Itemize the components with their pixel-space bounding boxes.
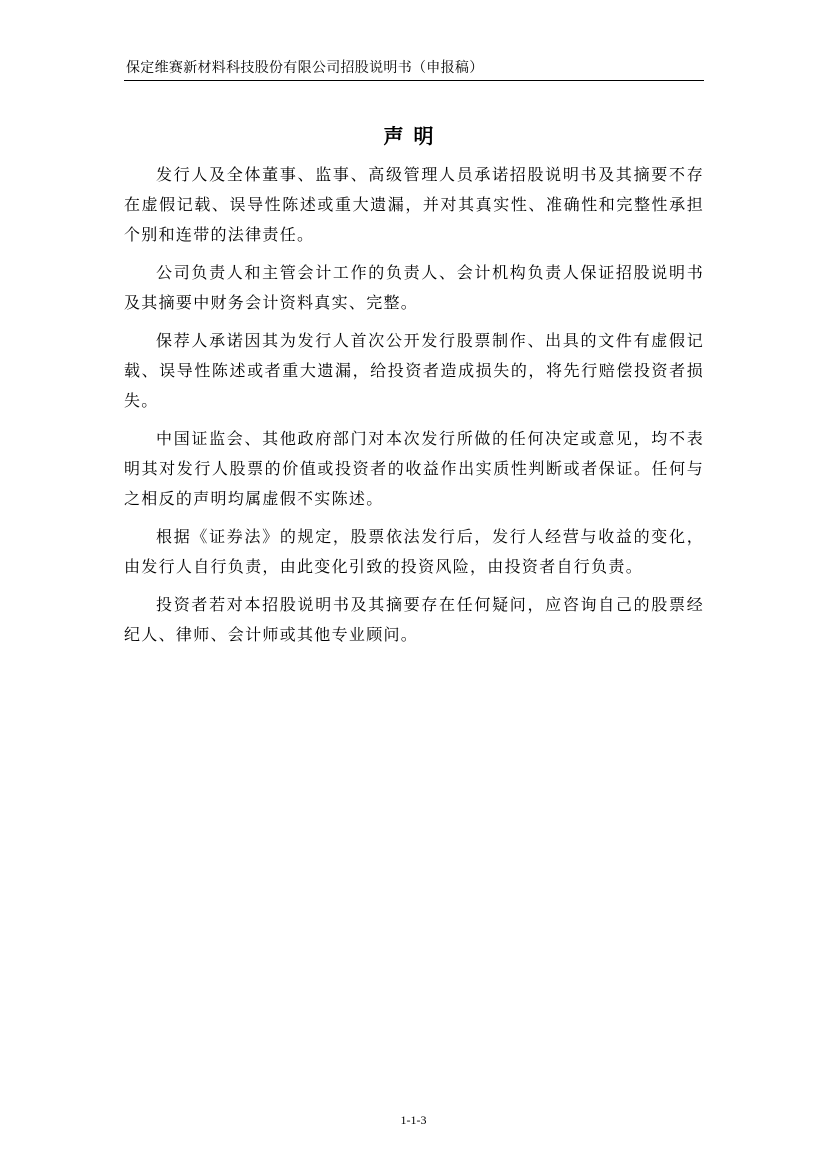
- page-header: [124, 58, 704, 81]
- paragraph: 发行人及全体董事、监事、高级管理人员承诺招股说明书及其摘要不存在虚假记载、误导性陈述或重大遗漏，并对其真实性、准确性和完整性承担个别和连带的法律责任。: [124, 165, 704, 244]
- paragraph: 中国证监会、其他政府部门对本次发行所做的任何决定或意见，均不表明其对发行人股票的价值或投资者的收益作出实质性判断或者保证。任何与之相反的声明均属虚假不实陈述。: [124, 429, 704, 508]
- paragraph: 保荐人承诺因其为发行人首次公开发行股票制作、出具的文件有虚假记载、误导性陈述或者重大遗漏，给投资者造成损失的，将先行赔偿投资者损失。: [124, 331, 704, 410]
- paragraph: 根据《证券法》的规定，股票依法发行后，发行人经营与收益的变化，由发行人自行负责，由此变化引致的投资风险，由投资者自行负责。: [124, 527, 704, 576]
- statement-body: [124, 160, 704, 658]
- page-title: 声明: [383, 124, 444, 148]
- paragraph: 投资者若对本招股说明书及其摘要存在任何疑问，应咨询自己的股票经纪人、律师、会计师或其他专业顾问。: [124, 595, 704, 644]
- page-number: 1-1-3: [400, 1113, 427, 1127]
- paragraph: 公司负责人和主管会计工作的负责人、会计机构负责人保证招股说明书及其摘要中财务会计资料真实、完整。: [124, 263, 704, 312]
- header-title: 保定维赛新材料科技股份有限公司招股说明书（申报稿）: [126, 60, 484, 76]
